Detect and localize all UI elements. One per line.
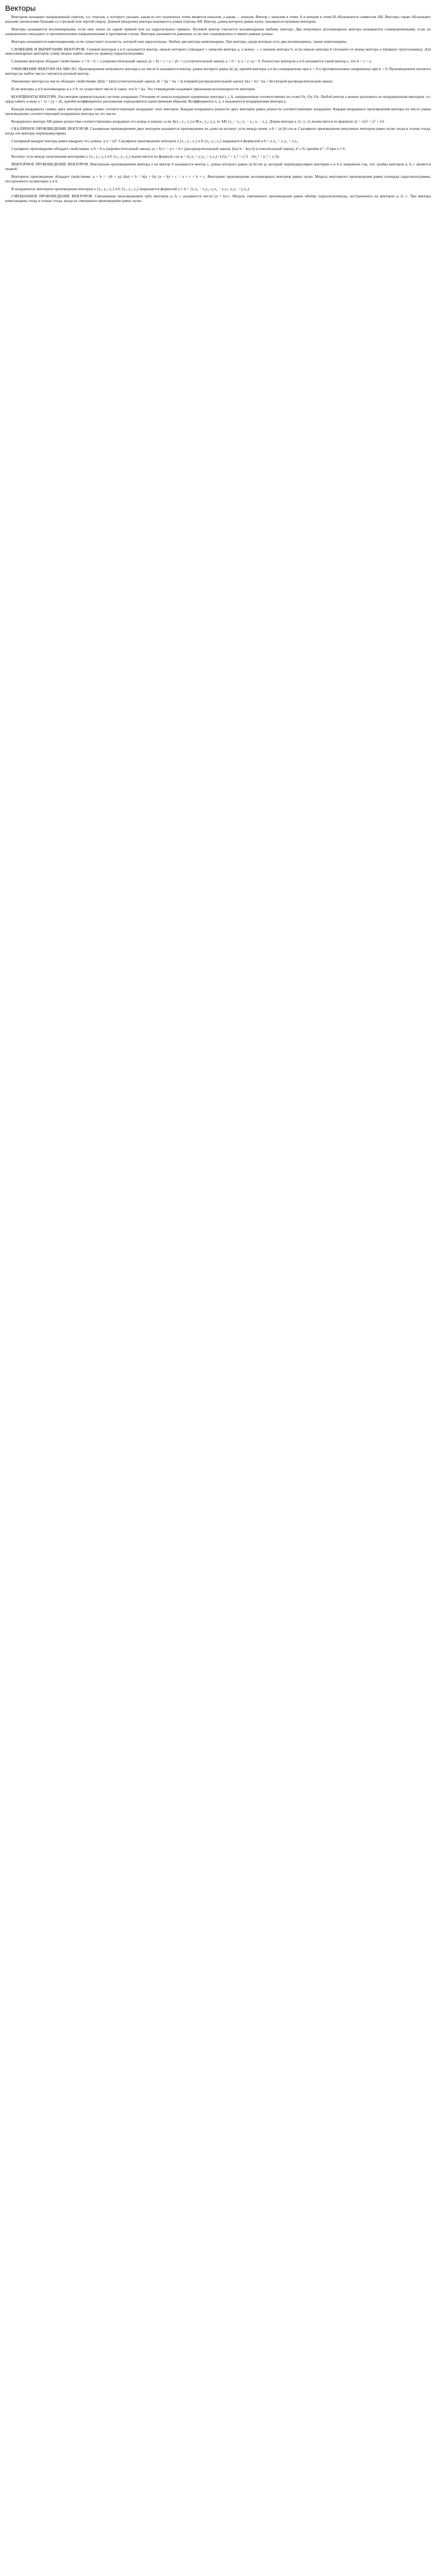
document-body bbox=[5, 15, 431, 204]
page-title: Векторы bbox=[5, 4, 36, 13]
paragraph: Косинус угла между ненулевыми векторами a {x₁; y₁; z₁} и b {x₂; y₂; z₂} вычисляется по формуле cos φ = (x₁x₂ + y₁y₂ + z₁z₂) / (√(x₁² + y₁² + z₁²) · √(x₂² + y₂² + z₂²)). bbox=[11, 154, 280, 159]
paragraph: Векторное произведение обладает свойствами: a × b = −(b × a); (ka) × b = k(a × b); (a + b) × c = a × c + b × c. Векторное произведение коллинеарных векторов равно нулю. Модуль векторного произведения равен площади параллелограмма, построенного на векторах a и b. bbox=[5, 174, 431, 183]
paragraph: Сложение векторов обладает свойствами: a + b = b + a (переместительный закон); (a + b) + c = a + (b + c) (сочетательный закон); a + 0 = a; a + (−a) = 0. Разностью векторов a и b называется такой вектор c, что b + c = a. bbox=[11, 59, 372, 64]
paragraph: В координатах векторное произведение векторов a {x₁; y₁; z₁} и b {x₂; y₂; z₂} выражается формулой a × b = {y₁z₂ − z₁y₂; z₁x₂ − x₁z₂; x₁y₂ − y₁x₂}. bbox=[11, 186, 251, 191]
paragraph: Каждая координата суммы двух векторов равна сумме соответствующих координат этих векторов. Каждая координата разности двух векторов равна разности соответствующих координат. Каждая координата произведения вектора на число равна произведению соответствующей координаты вектора на это число. bbox=[5, 106, 431, 116]
paragraph: СКАЛЯРНОЕ ПРОИЗВЕДЕНИЕ ВЕКТОРОВ. Скалярным произведением двух векторов называется произведение их длин на косинус угла между ними: a·b = |a|·|b|·cos φ. Скалярное произведение ненулевых векторов равно нулю тогда и только тогда, когда эти векторы перпендикулярны. bbox=[5, 126, 431, 136]
paragraph: УМНОЖЕНИЕ ВЕКТОРА НА ЧИСЛО. Произведением ненулевого вектора a на число k называется вектор, длина которого равна |k|·|a|, причём векторы a и ka сонаправлены при k > 0 и противоположно направлены при k < 0. Произведением нулевого вектора на любое число считается нулевой вектор. bbox=[5, 66, 431, 76]
paragraph: СЛОЖЕНИЕ И ВЫЧИТАНИЕ ВЕКТОРОВ. Суммой векторов a и b называется вектор, начало которого совпадает с началом вектора a, а конец — с концом вектора b, если начало вектора b отложено от конца вектора a (правило треугольника). Для неколлинеарных векторов сумму можно найти также по правилу параллелограмма. bbox=[5, 46, 431, 56]
paragraph: КООРДИНАТЫ ВЕКТОРА. Рассмотрим прямоугольную систему координат. Отложим от начала координат единичные векторы i, j, k, направленные соответственно по осям Ox, Oy, Oz. Любой вектор a можно разложить по координатным векторам, т.е. представить в виде a = xi + yj + zk, причём коэффициенты разложения определяются единственным образом. Коэффициенты x, y, z называются координатами вектора a. bbox=[5, 94, 431, 104]
paragraph: Скалярный квадрат вектора равен квадрату его длины: a·a = |a|². Скалярное произведение векторов a {x₁; y₁; z₁} и b {x₂; y₂; z₂} выражается формулой a·b = x₁x₂ + y₁y₂ + z₁z₂. bbox=[11, 139, 299, 144]
paragraph: Вектором называют направленный отрезок, т.е. отрезок, у которого указано, какая из его граничных точек является началом, а какая — концом. Вектор с началом в точке A и концом в точке B обозначается символом AB. Векторы также обозначают малыми латинскими буквами со стрелкой или чертой сверху. Длиной (модулем) вектора называется длина отрезка AB. Вектор, длина которого равна нулю, называется нулевым вектором. bbox=[5, 14, 431, 24]
document-page bbox=[0, 0, 436, 204]
paragraph: Векторы называются компланарными, если существует плоскость, которой они параллельны. Любые два вектора компланарны. Три вектора, среди которых есть два коллинеарных, также компланарны. bbox=[11, 39, 347, 44]
paragraph: Скалярное произведение обладает свойствами: a·b = b·a (переместительный закон); (a + b)·c = a·c + b·c (распределительный закон); (ka)·b = k(a·b) (сочетательный закон); a² ≥ 0, причём a² > 0 при a ≠ 0. bbox=[11, 146, 346, 151]
paragraph: Координаты вектора AB равны разностям соответствующих координат его конца и начала: если A(x₁; y₁; z₁) и B(x₂; y₂; z₂), то AB {x₂ − x₁; y₂ − y₁; z₂ − z₁}. Длина вектора a {x; y; z} вычисляется по формуле |a| = √(x² + y² + z²). bbox=[11, 118, 385, 124]
paragraph: Векторы называются коллинеарными, если они лежат на одной прямой или на параллельных прямых. Нулевой вектор считается коллинеарным любому вектору. Два ненулевых коллинеарных вектора называются сонаправленными, если их направления совпадают, и противоположно направленными в противном случае. Векторы называются равными, если они сонаправлены и имеют равные длины. bbox=[5, 26, 431, 36]
paragraph: ВЕКТОРНОЕ ПРОИЗВЕДЕНИЕ ВЕКТОРОВ. Векторным произведением вектора a на вектор b называется вектор c, длина которого равна |a|·|b|·sin φ, который перпендикулярен векторам a и b и направлен так, что тройка векторов a, b, c является правой. bbox=[5, 161, 431, 171]
paragraph: Умножение вектора на число обладает свойствами: (kl)a = k(la) (сочетательный закон); (k + l)a = ka + la (первый распределительный закон); k(a + b) = ka + kb (второй распределительный закон). bbox=[11, 79, 334, 84]
paragraph: Если векторы a и b коллинеарны и a ≠ 0, то существует число k такое, что b = ka. Это утверждение называют признаком коллинеарности векторов. bbox=[11, 86, 256, 91]
paragraph: СМЕШАННОЕ ПРОИЗВЕДЕНИЕ ВЕКТОРОВ. Смешанным произведением трёх векторов a, b, c называется число (a × b)·c. Модуль смешанного произведения равен объёму параллелепипеда, построенного на векторах a, b, c. Три вектора компланарны тогда и только тогда, когда их смешанное произведение равно нулю. bbox=[5, 194, 431, 204]
